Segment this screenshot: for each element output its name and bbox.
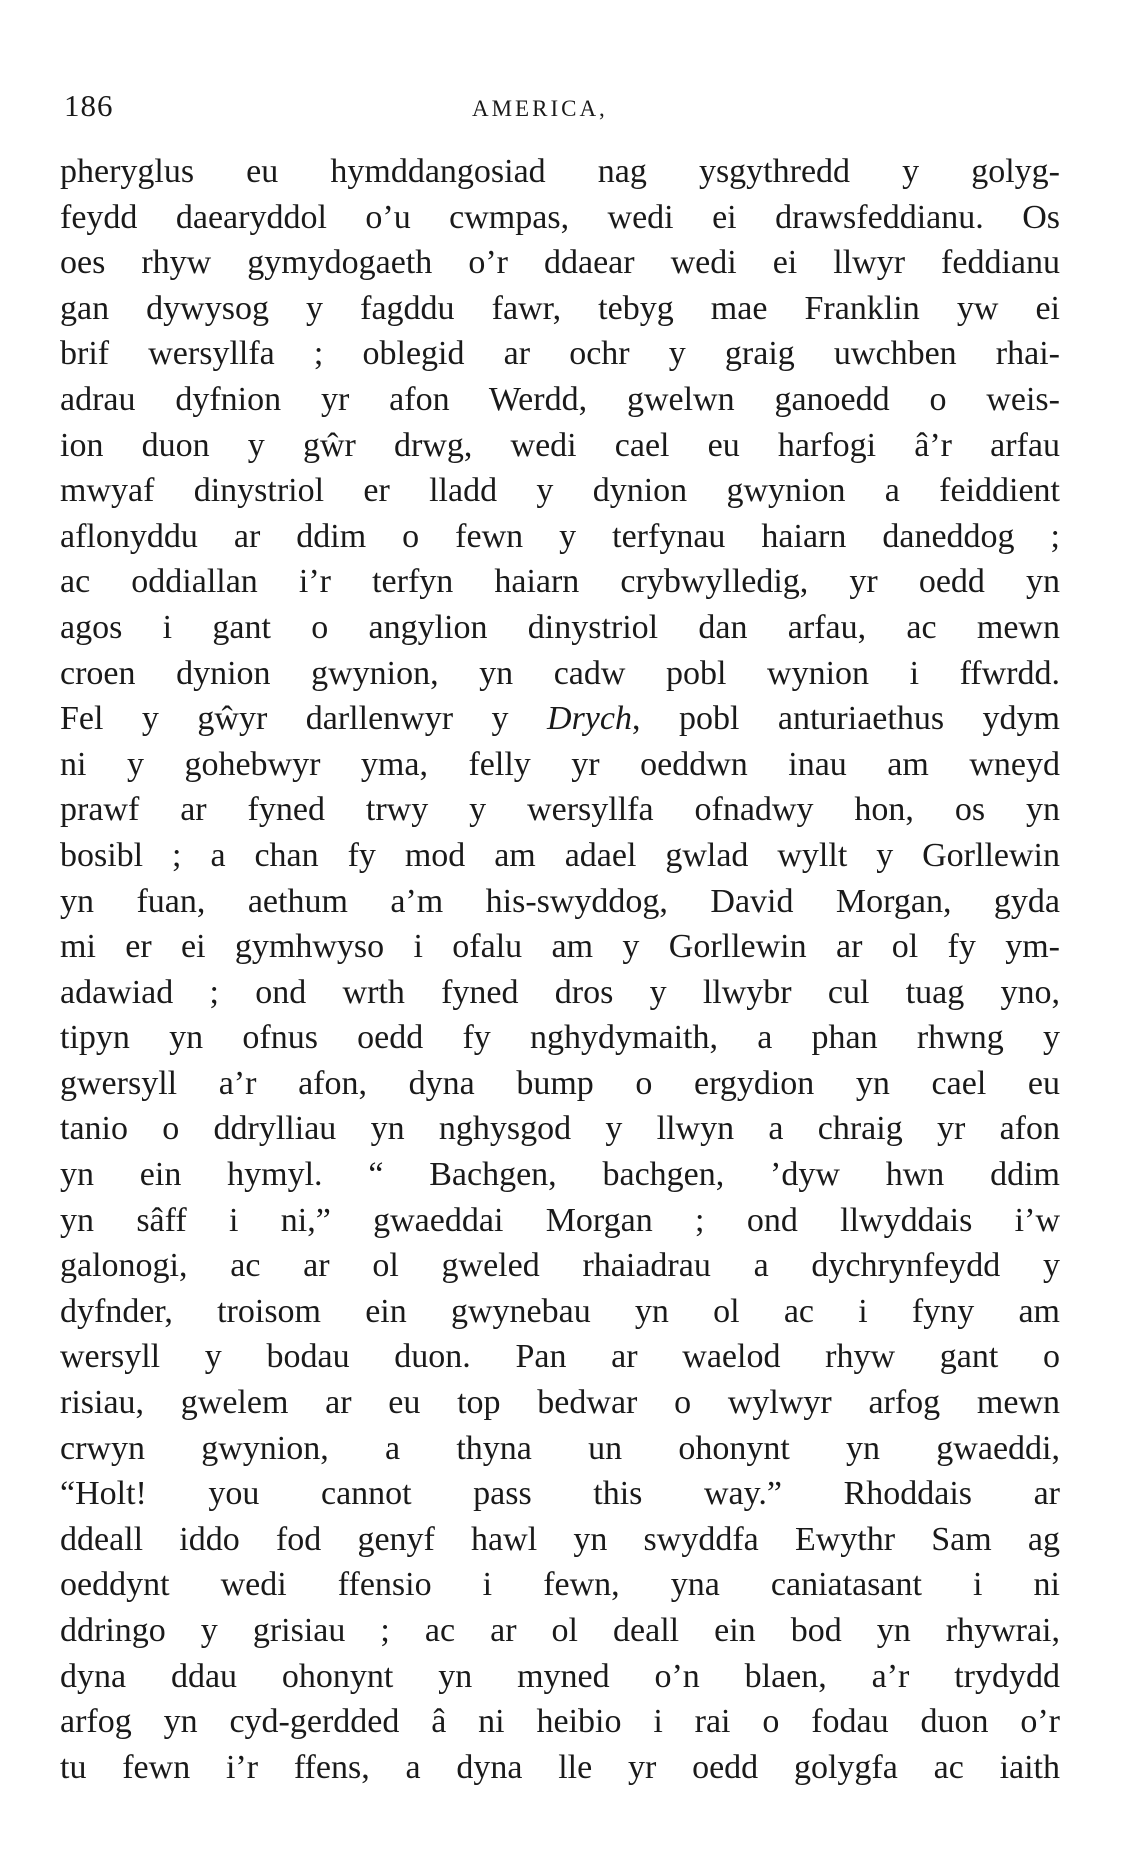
text-segment: adawiad ; ond wrth fyned dros y llwybr cul tuag yno, [60, 973, 1060, 1011]
text-segment: bosibl ; a chan fy mod am adael gwlad wyllt y Gorllewin [60, 836, 1060, 874]
text-segment: prawf ar fyned trwy y wersyllfa ofnadwy hon, os yn [60, 791, 1060, 829]
text-line [60, 423, 1060, 469]
text-line [60, 1015, 1060, 1061]
text-segment: yn ein hymyl. “ Bachgen, bachgen, ’dyw hwn ddim [60, 1156, 1060, 1194]
text-segment: “Holt! you cannot pass this way.” Rhoddais ar [60, 1475, 1060, 1513]
text-segment: risiau, gwelem ar eu top bedwar o wylwyr arfog mewn [60, 1384, 1060, 1422]
text-segment: , pobl anturiaethus ydym [631, 700, 1060, 738]
text-segment: yn sâff i ni,” gwaeddai Morgan ; ond llwyddais i’w [60, 1201, 1060, 1239]
text-line [60, 1426, 1060, 1472]
text-segment: tu fewn i’r ffens, a dyna lle yr oedd golygfa ac iaith [60, 1748, 1060, 1786]
text-line [60, 514, 1060, 560]
text-line [60, 1562, 1060, 1608]
text-line [60, 1334, 1060, 1380]
page-number: 186 [64, 88, 114, 123]
text-line [60, 1517, 1060, 1563]
text-line [60, 833, 1060, 879]
running-title: AMERICA, [472, 96, 608, 121]
text-line [60, 879, 1060, 925]
text-line [60, 605, 1060, 651]
text-segment: dyfnder, troisom ein gwynebau yn ol ac i fyny am [60, 1292, 1060, 1330]
text-segment: aflonyddu ar ddim o fewn y terfynau haiarn daneddog ; [60, 517, 1060, 555]
text-segment: brif wersyllfa ; oblegid ar ochr y graig uwchben rhai- [60, 335, 1060, 373]
text-line [60, 924, 1060, 970]
text-line [60, 240, 1060, 286]
italic-title: Drych [547, 700, 632, 738]
text-segment: mwyaf dinystriol er lladd y dynion gwynion a feiddient [60, 472, 1060, 510]
text-segment: ac oddiallan i’r terfyn haiarn crybwylledig, yr oedd yn [60, 563, 1060, 601]
text-line [60, 1380, 1060, 1426]
text-line [60, 1152, 1060, 1198]
text-segment: ni y gohebwyr yma, felly yr oeddwn inau am wneyd [60, 745, 1060, 783]
body-text [60, 149, 1060, 1790]
text-line [60, 331, 1060, 377]
text-segment: ddeall iddo fod genyf hawl yn swyddfa Ewythr Sam ag [60, 1520, 1060, 1558]
text-segment: adrau dyfnion yr afon Werdd, gwelwn ganoedd o weis- [60, 380, 1060, 418]
text-segment: galonogi, ac ar ol gweled rhaiadrau a dychrynfeydd y [60, 1247, 1060, 1285]
text-line [60, 149, 1060, 195]
text-line [60, 468, 1060, 514]
text-line [60, 1745, 1060, 1791]
text-segment: arfog yn cyd-gerdded â ni heibio i rai o fodau duon o’r [60, 1703, 1060, 1741]
text-segment: oeddynt wedi ffensio i fewn, yna caniatasant i ni [60, 1566, 1060, 1604]
text-segment: dyna ddau ohonynt yn myned o’n blaen, a’r trydydd [60, 1657, 1060, 1695]
text-line [60, 1699, 1060, 1745]
text-line [60, 1243, 1060, 1289]
text-segment: oes rhyw gymydogaeth o’r ddaear wedi ei llwyr feddianu [60, 244, 1060, 282]
text-segment: crwyn gwynion, a thyna un ohonynt yn gwaeddi, [60, 1429, 1060, 1467]
text-line [60, 696, 1060, 742]
text-segment: pheryglus eu hymddangosiad nag ysgythredd y golyg- [60, 153, 1060, 190]
text-line [60, 559, 1060, 605]
text-line [60, 787, 1060, 833]
text-segment: gwersyll a’r afon, dyna bump o ergydion yn cael eu [60, 1064, 1060, 1102]
text-line [60, 651, 1060, 697]
text-segment: tipyn yn ofnus oedd fy nghydymaith, a phan rhwng y [60, 1019, 1060, 1057]
text-line [60, 286, 1060, 332]
text-segment: tanio o ddrylliau yn nghysgod y llwyn a chraig yr afon [60, 1110, 1060, 1148]
text-line [60, 1106, 1060, 1152]
text-segment: wersyll y bodau duon. Pan ar waelod rhyw gant o [60, 1338, 1060, 1376]
text-segment: Fel y gŵyr darllenwyr y [60, 700, 548, 738]
text-line [60, 970, 1060, 1016]
text-line [60, 1608, 1060, 1654]
text-line [60, 1654, 1060, 1700]
text-line [60, 377, 1060, 423]
text-segment: croen dynion gwynion, yn cadw pobl wynion i ffwrdd. [60, 654, 1060, 692]
text-line [60, 195, 1060, 241]
text-segment: feydd daearyddol o’u cwmpas, wedi ei drawsfeddianu. Os [60, 198, 1060, 236]
text-line [60, 1289, 1060, 1335]
text-line [60, 742, 1060, 788]
text-segment: yn fuan, aethum a’m his-swyddog, David Morgan, gyda [60, 882, 1060, 920]
text-segment: agos i gant o angylion dinystriol dan arfau, ac mewn [60, 608, 1060, 646]
text-segment: mi er ei gymhwyso i ofalu am y Gorllewin ar ol fy ym- [60, 928, 1060, 966]
text-line [60, 1061, 1060, 1107]
text-segment: ddringo y grisiau ; ac ar ol deall ein bod yn rhywrai, [60, 1612, 1060, 1649]
running-head [64, 88, 1064, 128]
text-segment: ion duon y gŵr drwg, wedi cael eu harfogi â’r arfau [60, 426, 1060, 464]
text-segment: gan dywysog y fagddu fawr, tebyg mae Franklin yw ei [60, 289, 1060, 327]
text-line [60, 1198, 1060, 1244]
text-line [60, 1471, 1060, 1517]
